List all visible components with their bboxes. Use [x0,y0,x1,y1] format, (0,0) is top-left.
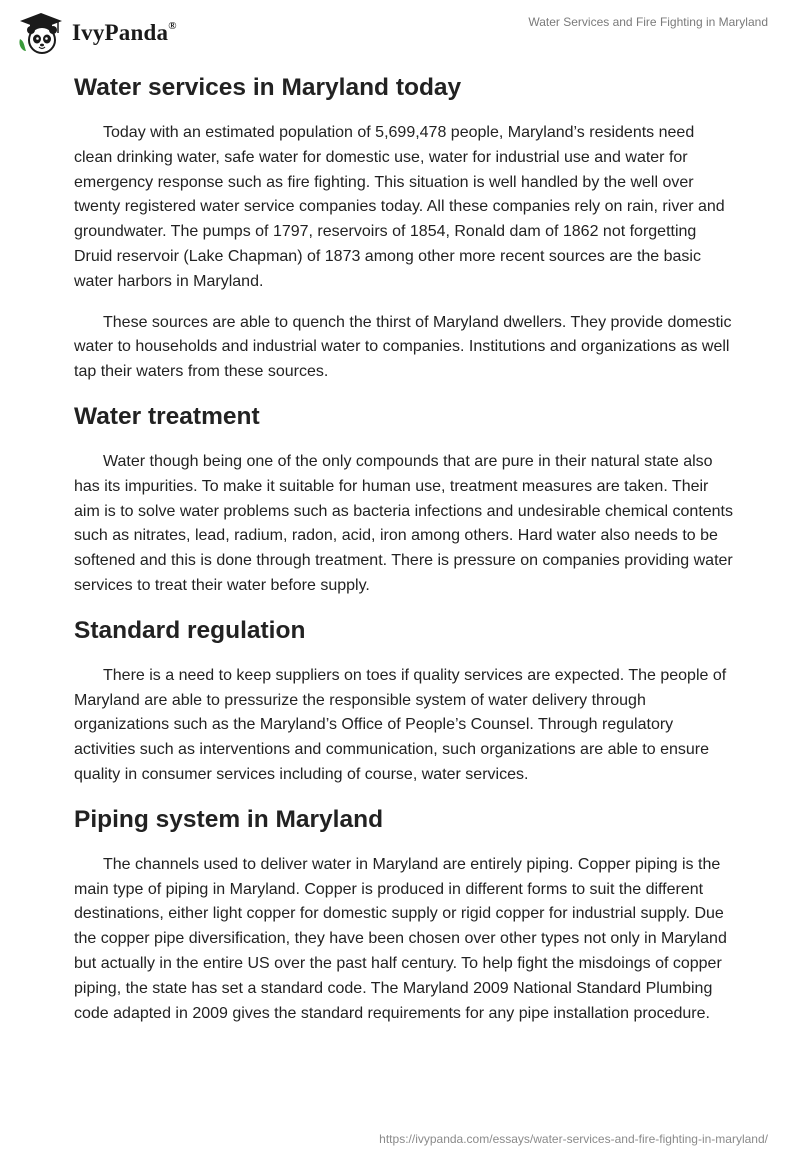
panda-graduate-icon [16,11,66,55]
section-heading: Piping system in Maryland [74,805,384,833]
section-heading: Standard regulation [74,616,306,644]
section-heading: Water treatment [74,402,260,430]
document-title: Water Services and Fire Fighting in Maryland [528,15,768,29]
article-body [74,70,734,1026]
paragraph: There is a need to keep suppliers on toes if quality services are expected. The people of Maryland are able to pressurize the responsible system of water delivery through organizations such as the Maryland’s Office of People’s Counsel. Through regulatory activities such as interventions and communication, such organizations are able to ensure quality in consumer services including of course, water services. [74,666,727,783]
section-heading: Water services in Maryland today [74,74,462,101]
source-url[interactable]: https://ivypanda.com/essays/water-services-and-fire-fighting-in-maryland/ [379,1132,768,1146]
paragraph: These sources are able to quench the thirst of Maryland dwellers. They provide domestic water to households and industrial water to companies. Institutions and organizations as well tap their waters from these sources. [74,313,732,381]
paragraph: The channels used to deliver water in Maryland are entirely piping. Copper piping is the main type of piping in Maryland. Copper is produced in different forms to suit the different destinations, either light copper for domestic supply or rigid copper for industrial supply. Due the copper pipe diversification, they have been chosen over other types not only in Maryland but actually in the entire US over the past half century. To help fight the misdoings of copper piping, the state has set a standard code. The Maryland 2009 National Standard Plumbing code adapted in 2009 gives the standard requirements for any pipe installation procedure. [74,855,727,1022]
paragraph: Water though being one of the only compounds that are pure in their natural state also has its impurities. To make it suitable for human use, treatment measures are taken. Their aim is to solve water problems such as bacteria infections and undesirable chemical contents such as nitrates, lead, radium, radon, acid, iron among others. Hard water also needs to be softened and this is done through treatment. There is pressure on companies providing water services to treat their water before supply. [74,452,733,594]
brand-logo[interactable] [16,11,177,55]
paragraph: Today with an estimated population of 5,699,478 people, Maryland’s residents need clean drinking water, safe water for domestic use, water for industrial use and water for emergency response such as fire fighting. This situation is well handled by the well over twenty registered water service companies today. All these companies rely on rain, river and groundwater. The pumps of 1797, reservoirs of 1854, Ronald dam of 1862 not forgetting Druid reservoir (Lake Chapman) of 1873 among other more recent sources are the basic water harbors in Maryland. [74,124,725,290]
brand-name: IvyPanda® [72,20,177,45]
page-header [0,0,800,66]
registered-mark: ® [168,20,177,33]
